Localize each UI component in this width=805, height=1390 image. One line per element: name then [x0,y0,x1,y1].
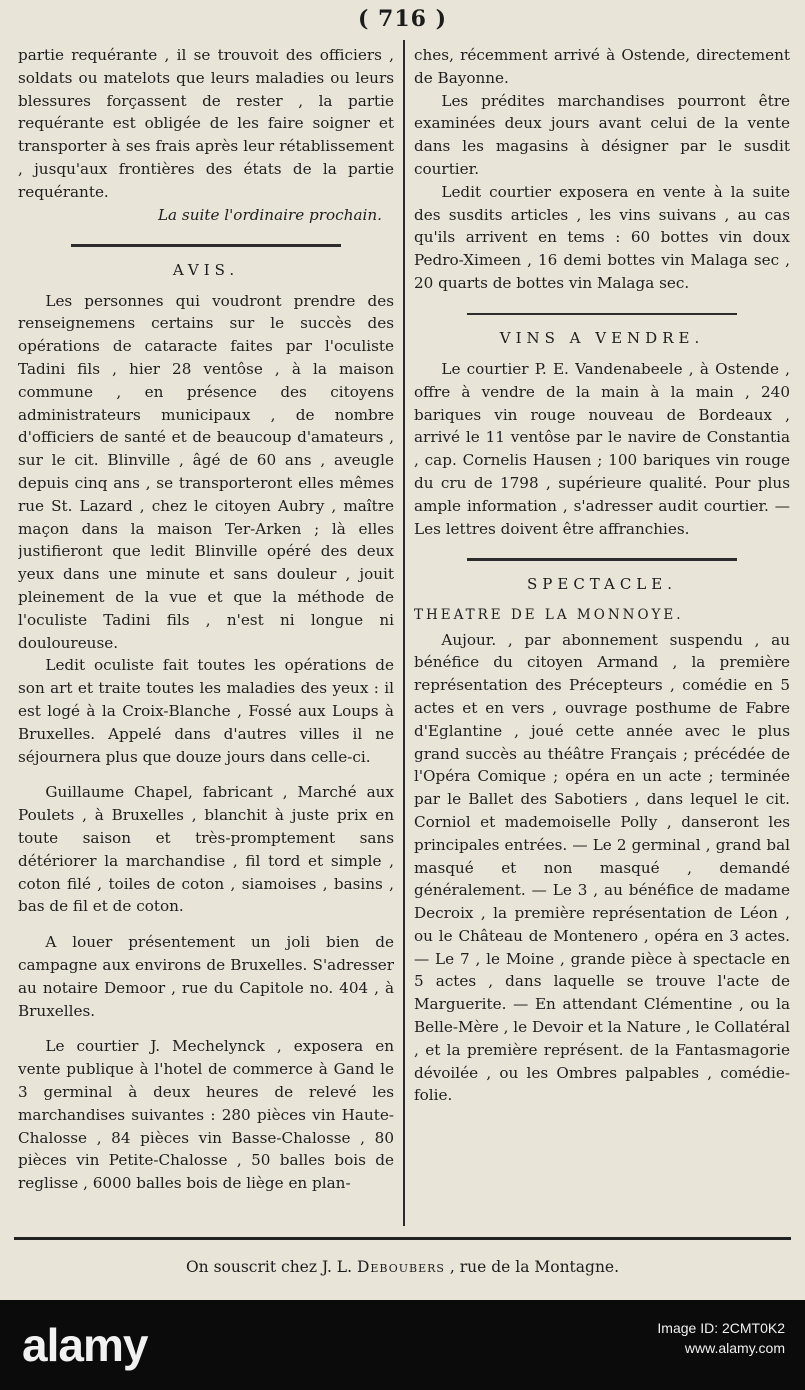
section-rule [71,244,342,247]
publisher-name: Deboubers [356,1258,445,1276]
left-column [18,44,394,1226]
footer-rule [14,1237,791,1240]
page-number: ( 716 ) [357,6,448,32]
notice-paragraph: Guillaume Chapel, fabricant , Marché aux Poulets , à Bruxelles , blanchit à juste prix en toute saison et très-promptement sans détériorer la marchandise , fil tord et simple , coton filé , toiles de coton , siamoises , basins , bas de fil et de coton. [18,783,394,916]
right-column [414,44,790,1226]
footer-prefix: On souscrit chez J. L. [185,1258,353,1276]
vins-heading: VINS A VENDRE. [499,329,705,348]
avis-heading: AVIS. [172,260,240,279]
subscription-footer [0,1258,805,1276]
continuation-note: La suite l'ordinaire prochain. [157,205,382,224]
theatre-heading: THEATRE DE LA MONNOYE. [414,606,684,623]
image-id: Image ID: 2CMT0K2 [657,1320,785,1336]
alamy-logo: alamy [22,1319,148,1371]
notice-paragraph: Le courtier J. Mechelynck , exposera en vente publique à l'hotel de commerce à Gand le 3 germinal à deux heures de relevé les marchandises suivantes : 280 pièces vin Haute-Chalosse , 84 pièces vin Basse-Chalosse , 80 pièces vin Petite-Chalosse , 50 balles bois de reglisse , 6000 balles bois de liège en plan- [18,1037,394,1193]
image-id-block [657,1318,785,1358]
notice-paragraph: Ledit courtier exposera en vente à la suite des susdits articles , les vins suivans , au cas qu'ils arrivent en tems : 60 bottes vin doux Pedro-Ximeen , 16 demi bottes vin Malaga sec , 20 quarts de bottes vin Malaga sec. [414,182,790,292]
footer-suffix: , rue de la Montagne. [449,1258,620,1276]
section-rule [467,313,738,316]
theatre-paragraph: Aujour. , par abonnement suspendu , au bénéfice du citoyen Armand , la première représentation des Précepteurs , comédie en 5 actes et en vers , ouvrage posthume de Fabre d'Eglantine , joué cette année avec le plus grand succès au théâtre Français ; précédée de l'Opéra Comique ; opéra en un acte ; terminée par le Ballet des Sabotiers , dans lequel le cit. Corniol et mademoiselle Polly , danseront les principales entrées. — Le 2 germinal , grand bal masqué et non masqué , demandé généralement. — Le 3 , au bénéfice de madame Decroix , la première représentation de Léon , ou le Château de Montenero , opéra en 3 actes. — Le 7 , le Moine , grande pièce à spectacle en 5 actes , dans laquelle se trouve l'acte de Marguerite. — En attendant Clémentine , ou la Belle-Mère , le Devoir et la Nature , le Collatéral , et la première représent. de la Fantasmagorie dévoilée , ou les Ombres palpables , comédie-folie. [414,630,790,1105]
site-url: www.alamy.com [684,1340,785,1356]
article-paragraph: partie requérante , il se trouvoit des officiers , soldats ou matelots que leurs maladies ou leurs blessures forçassent de rester , la partie requérante est obligée de les faire soigner et transporter à ses frais après leur rétablissement , jusqu'aux frontières des états de la partie requérante. [18,46,394,201]
spectacle-heading: SPECTACLE. [527,574,677,593]
notice-paragraph: Le courtier P. E. Vandenabeele , à Ostende , offre à vendre de la main à la main , 240 bariques vin rouge nouveau de Bordeaux , arrivé le 11 ventôse par le navire de Constantia , cap. Cornelis Hausen ; 100 bariques vin rouge du cru de 1798 , supérieure qualité. Pour plus ample information , s'adresser audit courtier. — Les lettres doivent être affranchies. [414,360,790,538]
column-divider [403,40,405,1226]
section-rule [467,558,738,561]
notice-paragraph: Ledit oculiste fait toutes les opérations de son art et traite toutes les maladies des yeux : il est logé à la Croix-Blanche , Fossé aux Loups à Bruxelles. Appelé dans d'autres villes il ne séjournera plus que douze jours dans celle-ci. [18,656,394,766]
notice-paragraph: Les personnes qui voudront prendre des renseignemens certains sur le succès des opérations de cataracte faites par l'oculiste Tadini fils , hier 28 ventôse , à la maison commune , en présence des citoyens administrateurs municipaux , de nombre d'officiers de santé et de beaucoup d'amateurs , sur le cit. Blinville , âgé de 60 ans , aveugle depuis cinq ans , se transporteront elles mêmes rue St. Lazard , chez le citoyen Aubry , maître maçon dans la maison Ter-Arken ; là elles justifieront que ledit Blinville opéré des deux yeux dans une minute et sans douleur , jouit pleinement de la vue et que la méthode de l'oculiste Tadini fils , n'est ni longue ni douloureuse. [18,291,394,652]
notice-paragraph: A louer présentement un joli bien de campagne aux environs de Bruxelles. S'adresser au notaire Demoor , rue du Capitole no. 404 , à Bruxelles. [18,933,394,1020]
notice-paragraph: Les prédites marchandises pourront être examinées deux jours avant celui de la vente dans les magasins à désigner par le susdit courtier. [414,91,790,178]
notice-paragraph: ches, récemment arrivé à Ostende, directement de Bayonne. [414,46,790,87]
